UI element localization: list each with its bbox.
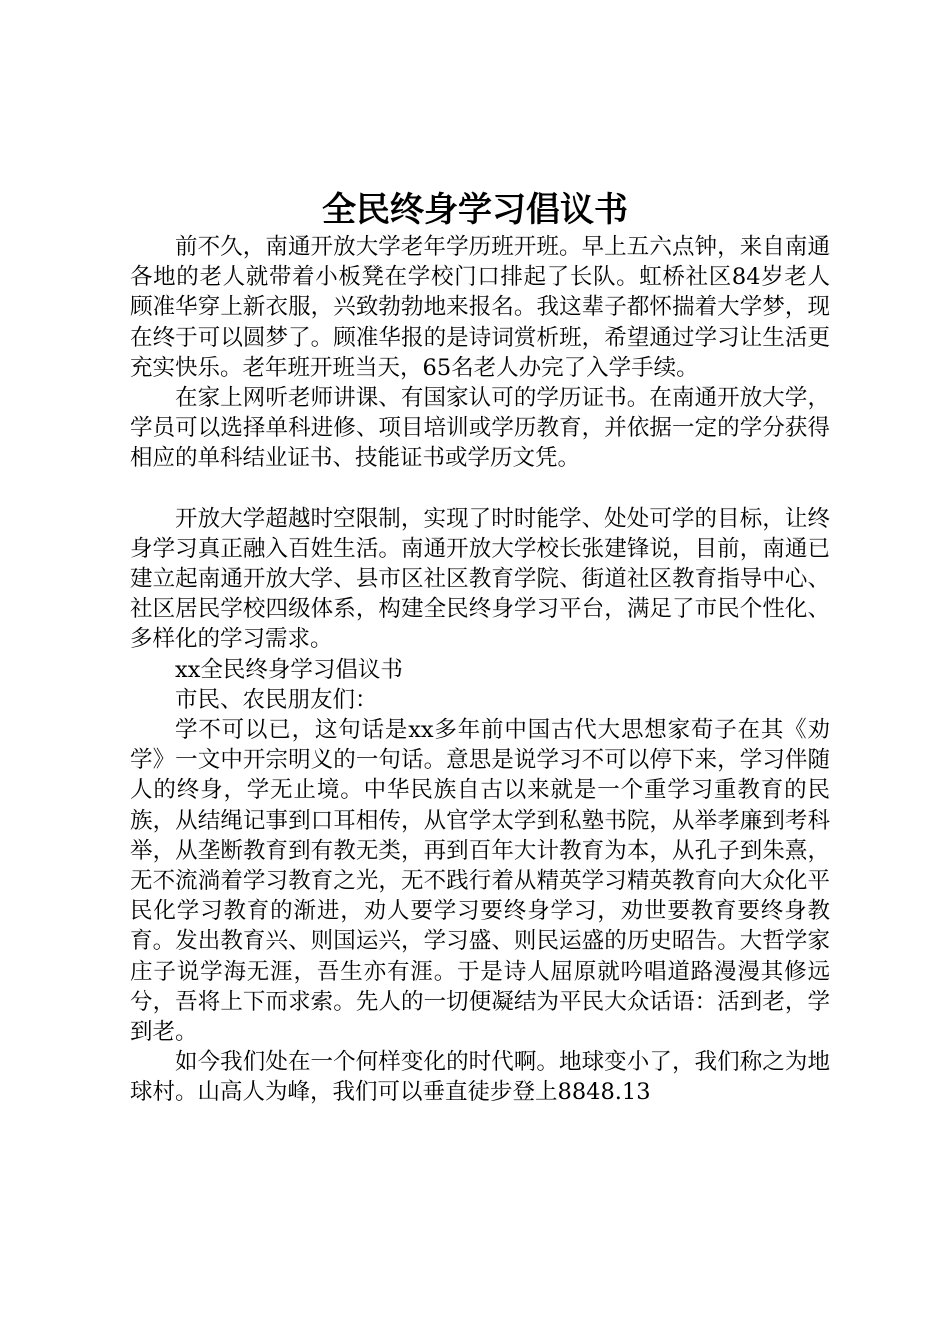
paragraph-4: 学不可以已，这句话是xx多年前中国古代大思想家荀子在其《劝学》一文中开宗明义的一句话。意思是说学习不可以停下来，学习伴随人的终身，学无止境。中华民族自古以来就是一个重学习重教育的民族，从结绳记事到口耳相传，从官学太学到私塾书院，从举孝廉到考科举，从垄断教育到有教无类，再到百年大计教育为本，从孔子到朱熹，无不流淌着学习教育之光，无不践行着从精英学习精英教育向大众化平民化学习教育的渐进，劝人要学习要终身学习，劝世要教育要终身教育。发出教育兴、则国运兴，学习盛、则民运盛的历史昭告。大哲学家庄子说学海无涯，吾生亦有涯。于是诗人屈原就吟唱道路漫漫其修远兮，吾将上下而求索。先人的一切便凝结为平民大众话语：活到老，学到老。 — [130, 717, 830, 1046]
paragraph-2: 在家上网听老师讲课、有国家认可的学历证书。在南通开放大学，学员可以选择单科进修、项目培训或学历教育，并依据一定的学分获得相应的单科结业证书、技能证书或学历文凭。 — [130, 385, 830, 472]
paragraph-1: 前不久，南通开放大学老年学历班开班。早上五六点钟，来自南通各地的老人就带着小板凳在学校门口排起了长队。虹桥社区84岁老人顾准华穿上新衣服，兴致勃勃地来报名。我这辈子都怀揣着大学梦，现在终于可以圆梦了。顾准华报的是诗词赏析班，希望通过学习让生活更充实快乐。老年班开班当天，65名老人办完了入学手续。 — [130, 234, 830, 381]
subheading: xx全民终身学习倡议书 — [175, 656, 403, 683]
paragraph-3: 开放大学超越时空限制，实现了时时能学、处处可学的目标，让终身学习真正融入百姓生活。南通开放大学校长张建锋说，目前，南通已建立起南通开放大学、县市区社区教育学院、街道社区教育指导中心、社区居民学校四级体系，构建全民终身学习平台，满足了市民个性化、多样化的学习需求。 — [130, 505, 830, 653]
paragraph-5: 如今我们处在一个何样变化的时代啊。地球变小了，我们称之为地球村。山高人为峰，我们可以垂直徒步登上8848.13 — [130, 1049, 830, 1106]
document-body — [130, 232, 830, 1108]
salutation: 市民、农民朋友们： — [175, 686, 378, 713]
document-title: 全民终身学习倡议书 — [322, 190, 628, 230]
